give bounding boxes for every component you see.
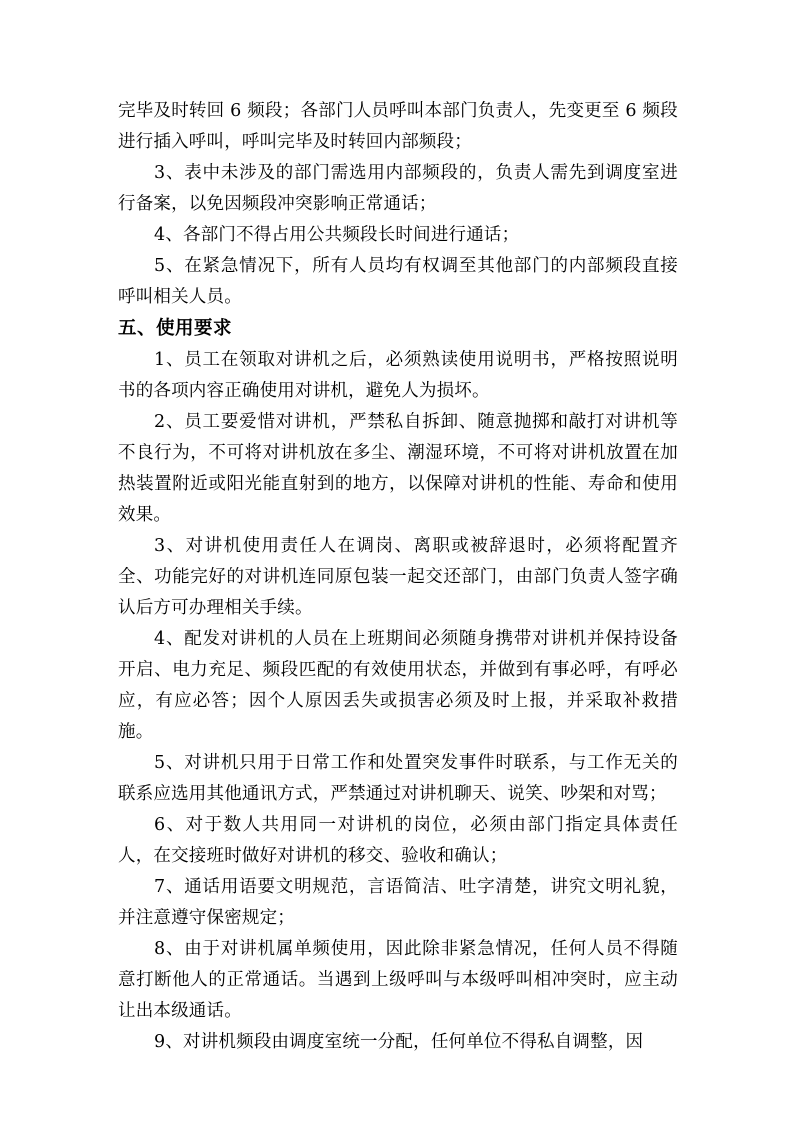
section5-item-6: 6、对于数人共用同一对讲机的岗位，必须由部门指定具体责任人，在交接班时做好对讲机的移交、验收和确认；	[118, 815, 678, 866]
section5-item-1: 1、员工在领取对讲机之后，必须熟读使用说明书，严格按照说明书的各项内容正确使用对讲机，避免人为损坏。	[118, 350, 678, 401]
section5-item-4: 4、配发对讲机的人员在上班期间必须随身携带对讲机并保持设备开启、电力充足、频段匹配的有效使用状态，并做到有事必呼，有呼必应，有应必答；因个人原因丢失或损害必须及时上报，并采取补救措施。	[118, 629, 678, 742]
section5-item-9: 9、对讲机频段由调度室统一分配，任何单位不得私自调整，因	[154, 1032, 644, 1052]
section5-item-2: 2、员工要爱惜对讲机，严禁私自拆卸、随意抛掷和敲打对讲机等不良行为，不可将对讲机放在多尘、潮湿环境，不可将对讲机放置在加热装置附近或阳光能直射到的地方，以保障对讲机的性能、寿命和使用效果。	[118, 412, 678, 525]
section5-item-8: 8、由于对讲机属单频使用，因此除非紧急情况，任何人员不得随意打断他人的正常通话。当遇到上级呼叫与本级呼叫相冲突时，应主动让出本级通话。	[118, 939, 678, 1021]
section4-item-4: 4、各部门不得占用公共频段长时间进行通话；	[154, 225, 520, 245]
section4-item-5: 5、在紧急情况下，所有人员均有权调至其他部门的内部频段直接呼叫相关人员。	[118, 256, 678, 307]
section5-item-7: 7、通话用语要文明规范，言语简洁、吐字清楚，讲究文明礼貌，并注意遵守保密规定；	[118, 877, 678, 928]
document-body	[118, 96, 678, 1058]
section5-heading: 五、使用要求	[118, 318, 233, 339]
section5-item-3: 3、对讲机使用责任人在调岗、离职或被辞退时，必须将配置齐全、功能完好的对讲机连同原包装一起交还部门，由部门负责人签字确认后方可办理相关手续。	[118, 536, 678, 618]
section5-item-5: 5、对讲机只用于日常工作和处置突发事件时联系，与工作无关的联系应选用其他通讯方式，严禁通过对讲机聊天、说笑、吵架和对骂；	[118, 753, 678, 804]
continuation-paragraph: 完毕及时转回 6 频段；各部门人员呼叫本部门负责人，先变更至 6 频段进行插入呼叫，呼叫完毕及时转回内部频段；	[118, 101, 678, 152]
section4-item-3: 3、表中未涉及的部门需选用内部频段的，负责人需先到调度室进行备案，以免因频段冲突影响正常通话；	[118, 163, 678, 214]
